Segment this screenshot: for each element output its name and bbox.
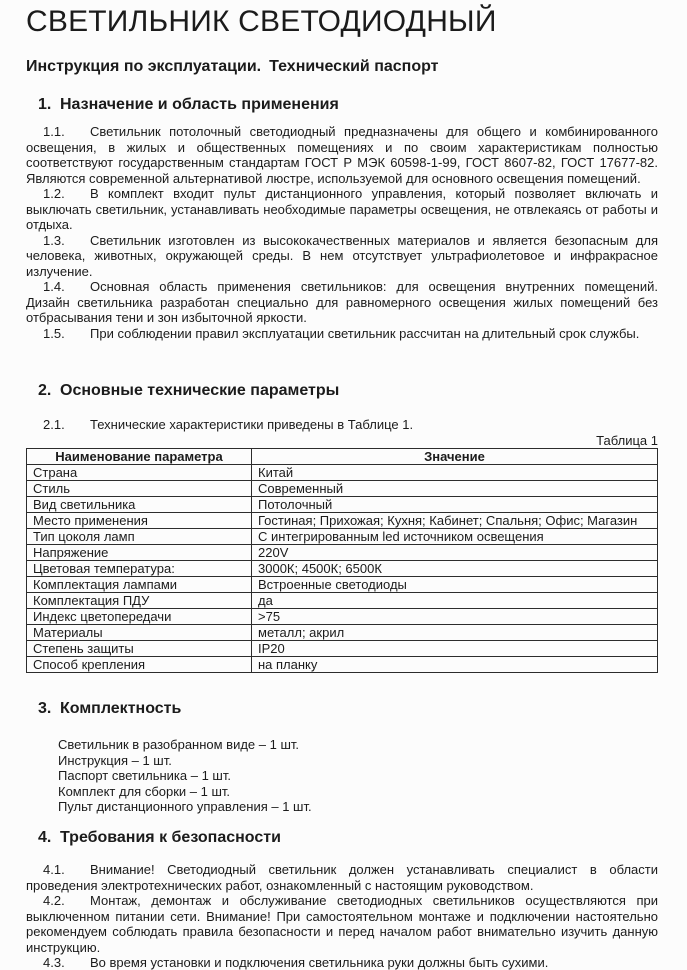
param-value-cell: >75 xyxy=(252,609,658,625)
table-row xyxy=(27,497,658,513)
table-row xyxy=(27,513,658,529)
document-title: СВЕТИЛЬНИК СВЕТОДИОДНЫЙ xyxy=(26,5,497,38)
section-3-number: 3. xyxy=(38,700,52,717)
param-name-cell: Цветовая температура: xyxy=(27,561,252,577)
param-value-cell: 3000К; 4500К; 6500К xyxy=(252,561,658,577)
paragraph-1-2-number: 1.2. xyxy=(43,186,65,201)
paragraph-1-1-text: Светильник потолочный светодиодный предназначены для общего и комбинированного освещения, в жилых и общественных помещениях и по своим характеристикам полностью соответствуют государственным стандартам ГОСТ Р МЭК 60598-1-99, ГОСТ 8607-82, ГОСТ 17677-82. Являются современной альтернативой люстре, используемой для основного освещения помещений. xyxy=(26,124,658,186)
paragraph-4-3-number: 4.3. xyxy=(43,955,65,970)
paragraph-1-4 xyxy=(26,279,658,326)
param-name-cell: Стиль xyxy=(27,481,252,497)
kit-list xyxy=(58,737,687,815)
section-1-title: Назначение и область применения xyxy=(60,96,339,113)
section-3-title: Комплектность xyxy=(60,700,182,717)
table-row xyxy=(27,465,658,481)
kit-list-item: Комплект для сборки – 1 шт. xyxy=(58,783,231,799)
paragraph-4-3-text: Во время установки и подключения светильника руки должны быть сухими. xyxy=(90,955,549,970)
paragraph-1-5 xyxy=(26,326,658,342)
param-value-cell: 220V xyxy=(252,545,658,561)
paragraph-4-2 xyxy=(26,893,658,955)
value-header-cell: Значение xyxy=(252,449,658,465)
param-value-cell: С интегрированным led источником освещения xyxy=(252,529,658,545)
paragraph-1-4-number: 1.4. xyxy=(43,279,65,294)
section-4-number: 4. xyxy=(38,829,52,846)
param-name-cell: Способ крепления xyxy=(27,657,252,673)
paragraph-2-1 xyxy=(26,417,658,433)
param-value-cell: да xyxy=(252,593,658,609)
section-1-heading xyxy=(38,95,670,115)
param-name-cell: Степень защиты xyxy=(27,641,252,657)
paragraph-2-1-text: Технические характеристики приведены в Таблице 1. xyxy=(90,417,414,432)
kit-list-item: Светильник в разобранном виде – 1 шт. xyxy=(58,737,300,752)
paragraph-4-1 xyxy=(26,862,658,893)
paragraph-1-1 xyxy=(26,124,658,186)
section-3-heading xyxy=(38,699,670,719)
param-name-cell: Страна xyxy=(27,465,252,481)
param-name-cell: Комплектация лампами xyxy=(27,577,252,593)
param-value-cell: Встроенные светодиоды xyxy=(252,577,658,593)
paragraph-2-1-number: 2.1. xyxy=(43,417,65,432)
paragraph-4-1-number: 4.1. xyxy=(43,862,65,877)
param-value-cell: Гостиная; Прихожая; Кухня; Кабинет; Спальня; Офис; Магазин xyxy=(252,513,658,529)
spec-table xyxy=(26,448,658,673)
param-value-cell: IP20 xyxy=(252,641,658,657)
param-value-cell: Потолочный xyxy=(252,497,658,513)
param-value-cell: Китай xyxy=(252,465,658,481)
kit-list-item: Пульт дистанционного управления – 1 шт. xyxy=(58,799,312,814)
param-name-cell: Напряжение xyxy=(27,545,252,561)
param-header-cell: Наименование параметра xyxy=(27,449,252,465)
param-name-cell: Материалы xyxy=(27,625,252,641)
kit-list-item: Паспорт светильника – 1 шт. xyxy=(58,768,231,783)
paragraph-4-2-text: Монтаж, демонтаж и обслуживание светодиодных светильников осуществляются при выключенном питании сети. Внимание! При самостоятельном монтаже и подключении настоятельно рекомендуем соблюдать правила безопасности и перед началом работ внимательно изучить данную инструкцию. xyxy=(26,893,658,955)
table-row xyxy=(27,657,658,673)
paragraph-1-5-text: При соблюдении правил эксплуатации светильник рассчитан на длительный срок службы. xyxy=(90,325,640,341)
paragraph-1-3 xyxy=(26,233,658,280)
table-caption: Таблица 1 xyxy=(596,433,658,448)
table-row xyxy=(27,593,658,609)
section-2-title: Основные технические параметры xyxy=(60,382,340,399)
paragraph-1-4-text: Основная область применения светильников: для освещения внутренних помещений. Дизайн светильника разработан специально для равномерного освещения жилых помещений без отбрасывания тени и зон избыточной яркости. xyxy=(26,279,658,325)
paragraph-1-1-number: 1.1. xyxy=(43,124,65,139)
param-name-cell: Индекс цветопередачи xyxy=(27,609,252,625)
param-name-cell: Вид светильника xyxy=(27,497,252,513)
param-name-cell: Место применения xyxy=(27,513,252,529)
table-row xyxy=(27,481,658,497)
param-value-cell: на планку xyxy=(252,657,658,673)
section-4-title: Требования к безопасности xyxy=(60,829,281,846)
section-2-number: 2. xyxy=(38,382,52,399)
table-row xyxy=(27,545,658,561)
paragraph-4-1-text: Внимание! Светодиодный светильник должен устанавливать специалист в области проведения электротехнических работ, ознакомленный с настоящим руководством. xyxy=(26,862,658,893)
table-row xyxy=(27,561,658,577)
table-row xyxy=(27,625,658,641)
table-row xyxy=(27,609,658,625)
table-row xyxy=(27,529,658,545)
paragraph-1-3-text: Светильник изготовлен из высококачественных материалов и является безопасным для человека, животных, окружающей среды. В нем отсутствует ультрафиолетовое и инфракрасное излучение. xyxy=(26,232,658,279)
paragraph-1-2 xyxy=(26,186,658,233)
section-2-heading xyxy=(38,381,670,401)
table-row xyxy=(27,641,658,657)
section-1-number: 1. xyxy=(38,96,52,113)
table-header-row xyxy=(27,449,658,465)
paragraph-4-3 xyxy=(26,955,658,970)
paragraph-1-5-number: 1.5. xyxy=(43,325,65,341)
section-1-body xyxy=(26,124,658,341)
paragraph-1-2-text: В комплект входит пульт дистанционного управления, который позволяет включать и выключать светильник, устанавливать необходимые параметры освещения, не отвлекаясь от работы и отдыха. xyxy=(26,186,658,232)
param-name-cell: Комплектация ПДУ xyxy=(27,593,252,609)
section-4-heading xyxy=(38,828,670,848)
document-subtitle: Инструкция по эксплуатации. Технический паспорт xyxy=(26,58,439,75)
param-name-cell: Тип цоколя ламп xyxy=(27,529,252,545)
param-value-cell: Современный xyxy=(252,481,658,497)
table-row xyxy=(27,577,658,593)
paragraph-1-3-number: 1.3. xyxy=(43,232,65,248)
section-2-body xyxy=(26,417,658,433)
kit-list-item: Инструкция – 1 шт. xyxy=(58,752,172,768)
section-4-body xyxy=(26,862,658,970)
param-value-cell: металл; акрил xyxy=(252,625,658,641)
paragraph-4-2-number: 4.2. xyxy=(43,893,65,908)
